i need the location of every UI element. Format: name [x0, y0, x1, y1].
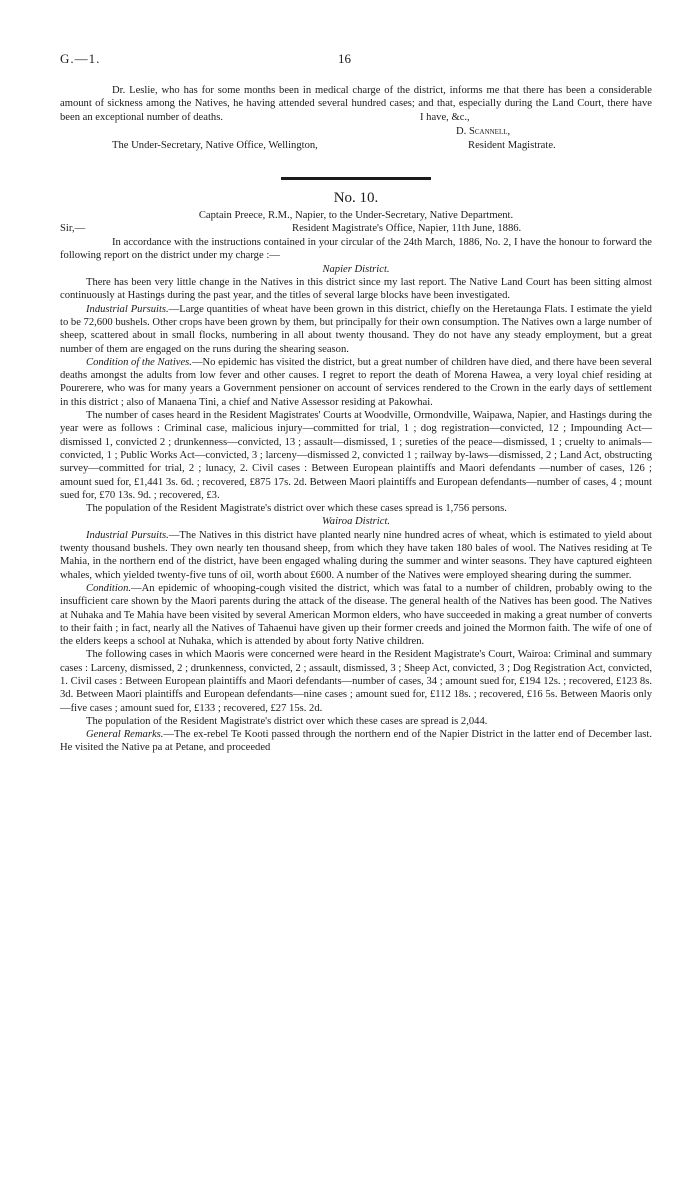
napier-industrial-text: —Large quantities of wheat have been grown in this district, chiefly on the Heretaunga Flats. I estimate the yield to be 72,600 bushels. Other crops have been grown by them, but principally for their own consumption. The Natives own a large number of sheep, scattered about in small flocks, numbering in all about twenty thousand. They do not have any steady employment, but a great number of them are engaged on the runs during the shearing season.	[60, 303, 652, 355]
wairoa-condition-paragraph	[60, 582, 652, 648]
closing-phrase: I have, &c.,	[420, 111, 470, 123]
wairoa-heading: Wairoa District.	[321, 516, 391, 528]
napier-condition-label: Condition of the Natives.	[86, 356, 192, 368]
page-header	[60, 52, 660, 68]
general-remarks-label: General Remarks.	[86, 729, 164, 741]
wairoa-industrial-text: —The Natives in this district have planted nearly nine hundred acres of wheat, which is estimated to yield about twenty thousand bushels. They own nearly ten thousand sheep, from which they have taken 180 bales of wool. The Natives residing at Te Mahia, in the northern end of the district, have been engaged whaling during the summer and winter seasons. They have captured eighteen whales, which yielded twenty-five tuns of oil, worth about £600. A number of the Natives were employed shearing during the summer.	[60, 529, 652, 581]
wairoa-population-paragraph: The population of the Resident Magistrate's district over which these cases are spread is 2,044.	[86, 715, 488, 727]
page-number: 16	[338, 51, 351, 66]
napier-condition-text: —No epidemic has visited the district, but a great number of children have died, and there have been several deaths amongst the adults from low fever and other causes. I regret to report the death of Morena Hawea, a very loyal chief residing at Pourerere, who was for many years a Government pensioner on account of services rendered to the Crown in the early days of settlement in this district ; also of Manaena Tini, a chief and Native Assessor residing at Pakowhai.	[60, 356, 653, 408]
salutation-line	[60, 222, 652, 236]
signature: D. Scannell,	[456, 125, 511, 137]
napier-industrial-label: Industrial Pursuits.	[86, 303, 169, 315]
letter1-closing	[60, 111, 652, 166]
series-label: G.—1.	[60, 51, 101, 66]
wairoa-cases-paragraph: The following cases in which Maoris were concerned were heard in the Resident Magistrate's Court, Wairoa: Criminal and summary cases : Larceny, dismissed, 2 ; drunkenness, convicted, 2 ; assault, dismissed, 3 ; Sheep Act, convicted, 3 ; Dog Registration Act, convicted, 1. Civil cases : Between European plaintiffs and Maori defendants—number of cases, 34 ; amount sued for, £194 12s. ; recovered, £123 8s. 3d. Between Maori plaintiffs and European defendants—nine cases ; amount sued for, £112 18s. ; recovered, £16 5s. Between Maoris only—five cases ; amount sued for, £133 ; recovered, £27 15s. 2d.	[60, 649, 652, 714]
wairoa-industrial-paragraph	[60, 529, 652, 582]
signatory-title: Resident Magistrate.	[468, 139, 556, 151]
napier-cases-paragraph: The number of cases heard in the Resident Magistrates' Courts at Woodville, Ormondville, Waipawa, Napier, and Hastings during the year were as follows : Criminal case, malicious injury—committed for trial, 1 ; dog registration—convicted, 12 ; Impounding Act—dismissed 1, convicted 2 ; drunkenness—convicted, 13 ; assault—dismissed, 1 ; sureties of the peace—dismissed, 1 ; cruelty to animals—convicted, 1 ; Public Works Act—convicted, 3 ; larceny—dismissed 2, convicted 1 ; railway by-laws—dismissed, 2 ; Land Act, obstructing survey—committed for trial, 2 ; lunacy, 2. Civil cases : Between European plaintiffs and Maori defendants —number of cases, 126 ; amount sued for, £1,441 3s. 6d. ; recovered, £875 17s. 2d. Between Maori plaintiffs and European defendants—number of cases, 4 ; mount sued for, £70 13s. 9d. ; recovered, £3.	[60, 410, 652, 501]
general-remarks-paragraph	[60, 728, 652, 755]
wairoa-condition-text: —An epidemic of whooping-cough visited the district, which was fatal to a number of children, probably owing to the insufficient care shown by the Maori parents during the attack of the disease. The general health of the Natives has been good. The Natives at Nuhaka and Te Mahia have been visited by several American Mormon elders, who have succeeded in making a great number of converts to their faith ; in fact, nearly all the Natives of Tahaenui have given up their former creeds and joined the Mormon faith. The wife of one of the elders keeps a school at Nuhaka, which is attended by about forty Native children.	[60, 582, 652, 648]
salutation: Sir,—	[60, 223, 86, 235]
letter1-paragraph: Dr. Leslie, who has for some months been in medical charge of the district, informs me that there has been a considerable amount of sickness among the Natives, he having attended several hundred cases; and that, especially during the Land Court, there have been an exceptional number of deaths.	[60, 85, 652, 123]
document-number: No. 10.	[333, 189, 379, 206]
letter-address: Captain Preece, R.M., Napier, to the Under-Secretary, Native Department.	[198, 209, 514, 221]
wairoa-condition-label: Condition.	[86, 582, 132, 594]
intro-paragraph: In accordance with the instructions contained in your circular of the 24th March, 1886, No. 2, I have the honour to forward the following report on the district under my charge :—	[60, 237, 652, 262]
dateline: Resident Magistrate's Office, Napier, 11th June, 1886.	[292, 223, 522, 235]
napier-paragraph: There has been very little change in the Natives in this district since my last report. The Native Land Court has been sitting almost continuously at Hastings during the past year, and the titles of several large blocks have been investigated.	[60, 277, 652, 302]
page-body	[60, 84, 652, 755]
addressee: The Under-Secretary, Native Office, Wellington,	[112, 139, 318, 151]
section-divider	[281, 177, 431, 180]
wairoa-industrial-label: Industrial Pursuits.	[86, 529, 169, 541]
napier-heading: Napier District.	[322, 263, 390, 275]
napier-condition-paragraph	[60, 356, 652, 409]
napier-industrial-paragraph	[60, 303, 652, 356]
general-remarks-text: —The ex-rebel Te Kooti passed through the northern end of the Napier District in the latter end of December last. He visited the Native pa at Petane, and proceeded	[60, 729, 652, 754]
napier-population-paragraph: The population of the Resident Magistrate's district over which these cases spread is 1,756 persons.	[86, 503, 507, 515]
